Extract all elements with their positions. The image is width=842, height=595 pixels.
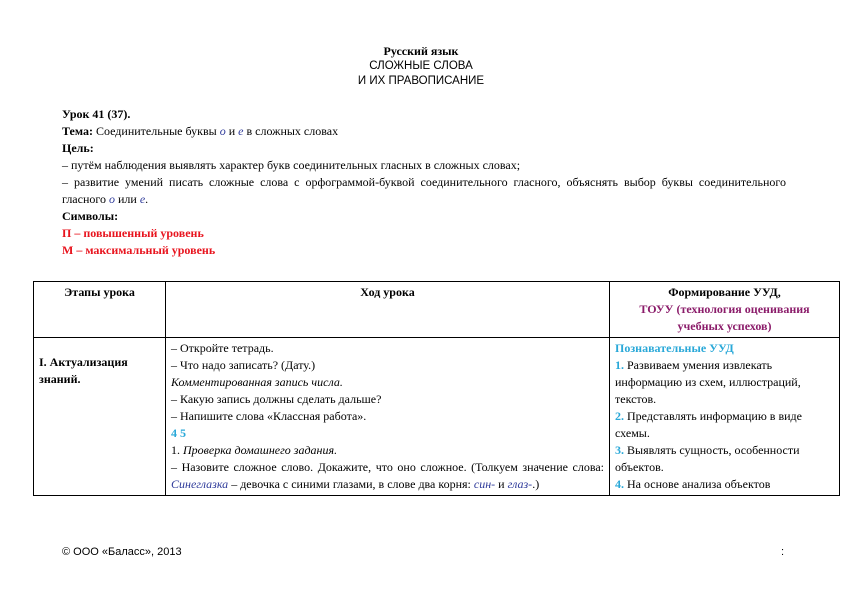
uud-item-number: 2. <box>615 409 624 423</box>
goal-item-1: – путём наблюдения выявлять характер букв соединительных гласных в сложных словах; <box>62 158 521 172</box>
task-text-2: – девочка с синими глазами, в слове два корня: <box>228 477 474 491</box>
task-text: – Назовите сложное слово. Докажите, что оно сложное. (Толкуем значение слова: <box>171 460 604 474</box>
task-and: и <box>495 477 508 491</box>
stage-cell: I. Актуализация знаний. <box>34 338 166 496</box>
header-stages: Этапы урока <box>34 282 166 338</box>
symbol-p: П – повышенный уровень <box>62 226 204 240</box>
course-line: Комментированная запись числа. <box>171 375 343 389</box>
uud-item-number: 4. <box>615 477 624 491</box>
uud-title: Познавательные УУД <box>615 341 734 355</box>
course-line: – Что надо записать? (Дату.) <box>171 358 316 372</box>
subject-title: Русский язык <box>383 44 459 58</box>
lesson-number: Урок 41 (37). <box>62 107 131 121</box>
uud-item-text: Выявлять сущность, особенности объектов. <box>615 443 800 474</box>
lesson-title-line1: СЛОЖНЫЕ СЛОВА <box>369 60 473 72</box>
lesson-topic <box>62 123 786 140</box>
topic-text: Соединительные буквы <box>92 124 220 138</box>
topic-text-end: в сложных словах <box>243 124 339 138</box>
slide-numbers: 4 5 <box>171 426 186 440</box>
homework-number: 1. <box>171 443 183 457</box>
goal-label: Цель: <box>62 141 94 155</box>
homework-title: Проверка домашнего задания. <box>183 443 338 457</box>
uud-item-text: На основе анализа объектов <box>624 477 771 491</box>
header-uud-subtitle: ТОУУ (технология оценивания учебных успехов) <box>639 302 810 333</box>
topic-and: и <box>225 124 239 138</box>
uud-item-number: 3. <box>615 443 624 457</box>
lesson-intro <box>62 106 786 259</box>
header-uud-title: Формирование УУД, <box>668 285 781 299</box>
course-line: – Откройте тетрадь. <box>171 341 274 355</box>
goal-2-or: или <box>115 192 140 206</box>
uud-item <box>615 476 834 493</box>
course-cell <box>166 338 610 496</box>
goal-item-2 <box>62 174 786 208</box>
document-header <box>0 44 842 89</box>
root-2: глаз- <box>507 477 533 491</box>
lesson-title-line2: И ИХ ПРАВОПИСАНИЕ <box>357 75 485 87</box>
symbol-m: М – максимальный уровень <box>62 243 216 257</box>
root-1: син- <box>473 477 496 491</box>
topic-letter-e: е <box>238 124 244 138</box>
course-line <box>171 459 604 493</box>
example-word: Синеглазка <box>171 477 229 491</box>
symbols-label: Символы: <box>62 209 119 223</box>
uud-cell <box>610 338 840 496</box>
lesson-table <box>33 281 840 496</box>
uud-item-text: Представлять информацию в виде схемы. <box>615 409 802 440</box>
goal-2-letter-e: е <box>139 192 146 206</box>
course-line: – Напишите слова «Классная работа». <box>171 409 367 423</box>
uud-item <box>615 442 834 476</box>
task-end: .) <box>532 477 540 491</box>
uud-item <box>615 357 834 408</box>
topic-letter-o: о <box>219 124 226 138</box>
goal-2-text: – развитие умений писать сложные слова с орфограммой-буквой соединительного гласного, объяснять выбор буквы соединительного гласного <box>62 175 786 206</box>
uud-item-text: Развиваем умения извлекать информацию из схем, иллюстраций, текстов. <box>615 358 801 406</box>
course-line <box>171 442 604 459</box>
footer-page-mark: : <box>781 546 785 558</box>
header-uud <box>610 282 840 338</box>
goal-2-end: . <box>145 192 149 206</box>
header-course: Ход урока <box>166 282 610 338</box>
uud-item <box>615 408 834 442</box>
course-line: – Какую запись должны сделать дальше? <box>171 392 382 406</box>
footer-copyright: © ООО «Баласс», 2013 <box>62 546 182 558</box>
topic-label: Тема: <box>62 124 93 138</box>
goal-2-letter-o: о <box>109 192 115 206</box>
table-row <box>34 338 840 496</box>
uud-item-number: 1. <box>615 358 624 372</box>
table-header-row <box>34 282 840 338</box>
